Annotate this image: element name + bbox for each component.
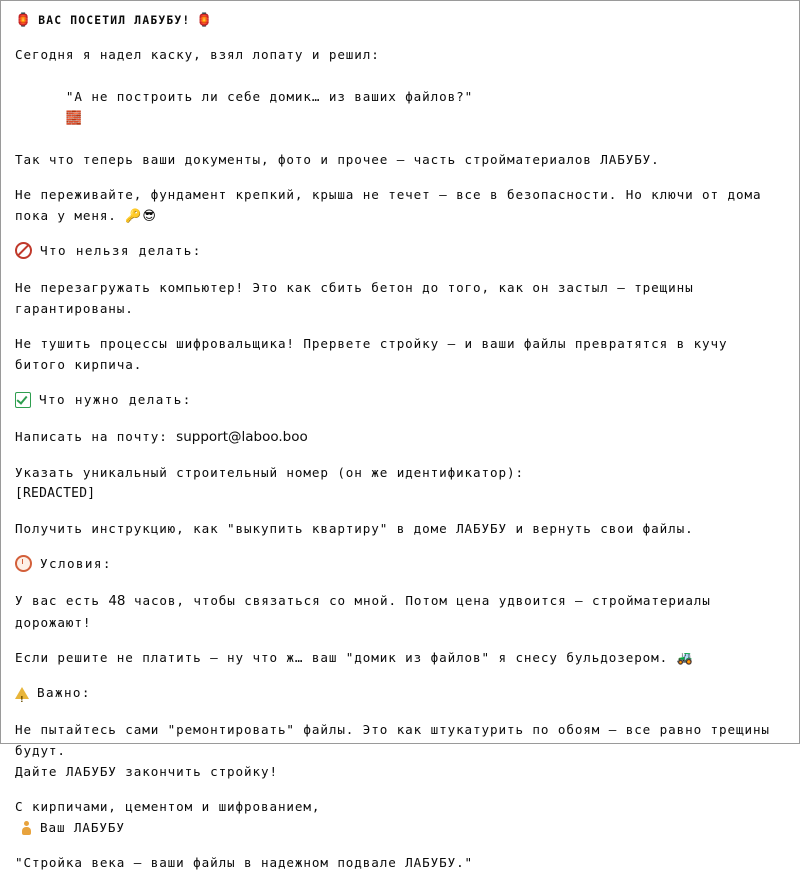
required-heading-label: Что нужно делать: — [39, 392, 192, 407]
intro-line-2: "А не построить ли себе домик… из ваших файлов?" — [65, 89, 474, 104]
signature-line-2: Ваш ЛАБУБУ — [40, 820, 125, 835]
forbidden-section-heading — [15, 240, 785, 261]
terms-heading-label: Условия: — [40, 556, 112, 571]
brick-icon: 🧱 — [65, 111, 83, 126]
lantern-icon: 🏮 — [196, 13, 214, 28]
contact-email-label: Написать на почту: — [15, 429, 168, 444]
forbidden-item: Не перезагружать компьютер! Это как сбить бетон до того, как он застыл – трещины гарантированы. — [15, 280, 703, 316]
important-heading-label: Важно: — [37, 685, 91, 700]
forbidden-heading-label: Что нельзя делать: — [40, 243, 202, 258]
person-icon — [21, 821, 32, 835]
green-check-icon — [15, 392, 31, 408]
alarm-clock-icon — [15, 555, 32, 572]
important-line-1: Не пытайтесь сами "ремонтировать" файлы. Это как штукатурить по обоям – все равно трещины будут. — [15, 722, 779, 758]
lantern-icon: 🏮 — [15, 13, 33, 28]
terms-section-heading — [15, 553, 785, 574]
contact-email-value[interactable]: support@laboo.boo — [176, 429, 308, 445]
victim-id-value[interactable]: [REDACTED] — [15, 486, 96, 501]
tractor-icon: 🚜 — [676, 651, 694, 666]
contact-email-row — [15, 426, 785, 448]
important-section-heading — [15, 682, 785, 703]
reassure-paragraph — [15, 184, 785, 226]
important-line-2: Дайте ЛАБУБУ закончить стройку! — [15, 764, 278, 779]
deadline-paragraph — [15, 590, 785, 633]
warning-triangle-icon — [15, 687, 29, 699]
signature-line-1: С кирпичами, цементом и шифрованием, — [15, 799, 321, 814]
required-section-heading — [15, 389, 785, 410]
deadline-pre: У вас есть — [15, 593, 100, 608]
signature-line-2-wrap — [21, 817, 785, 838]
intro-line-3: Так что теперь ваши документы, фото и прочее – часть стройматериалов ЛАБУБУ. — [15, 152, 660, 167]
note-title — [15, 10, 785, 31]
key-icon: 🔑 — [125, 209, 143, 224]
deadline-post: часов, чтобы связаться со мной. Потом цена удвоится – стройматериалы дорожают! — [15, 593, 720, 630]
intro-line-1: Сегодня я надел каску, взял лопату и решил: — [15, 47, 380, 62]
sunglasses-smiley-icon: 😎 — [142, 209, 157, 224]
intro-line-2-wrap — [15, 65, 785, 149]
deadline-hours: 48 — [108, 593, 126, 609]
victim-id-label: Указать уникальный строительный номер (он же идентификатор): — [15, 465, 524, 480]
note-title-text: ВАС ПОСЕТИЛ ЛАБУБУ! — [38, 14, 191, 27]
footer-quote: "Стройка века – ваши файлы в надежном подвале ЛАБУБУ." — [15, 855, 474, 870]
forbidden-icon — [15, 242, 32, 259]
threat-text: Если решите не платить – ну что ж… ваш "домик из файлов" я снесу бульдозером. — [15, 650, 669, 665]
threat-paragraph — [15, 647, 785, 668]
reassure-text: Не переживайте, фундамент крепкий, крыша не течет – все в безопасности. Но ключи от дома пока у меня. — [15, 187, 770, 223]
forbidden-item: Не тушить процессы шифровальщика! Прервете стройку – и ваши файлы превратятся в кучу битого кирпича. — [15, 336, 736, 372]
instruction-step: Получить инструкцию, как "выкупить квартиру" в доме ЛАБУБУ и вернуть свои файлы. — [15, 521, 694, 536]
